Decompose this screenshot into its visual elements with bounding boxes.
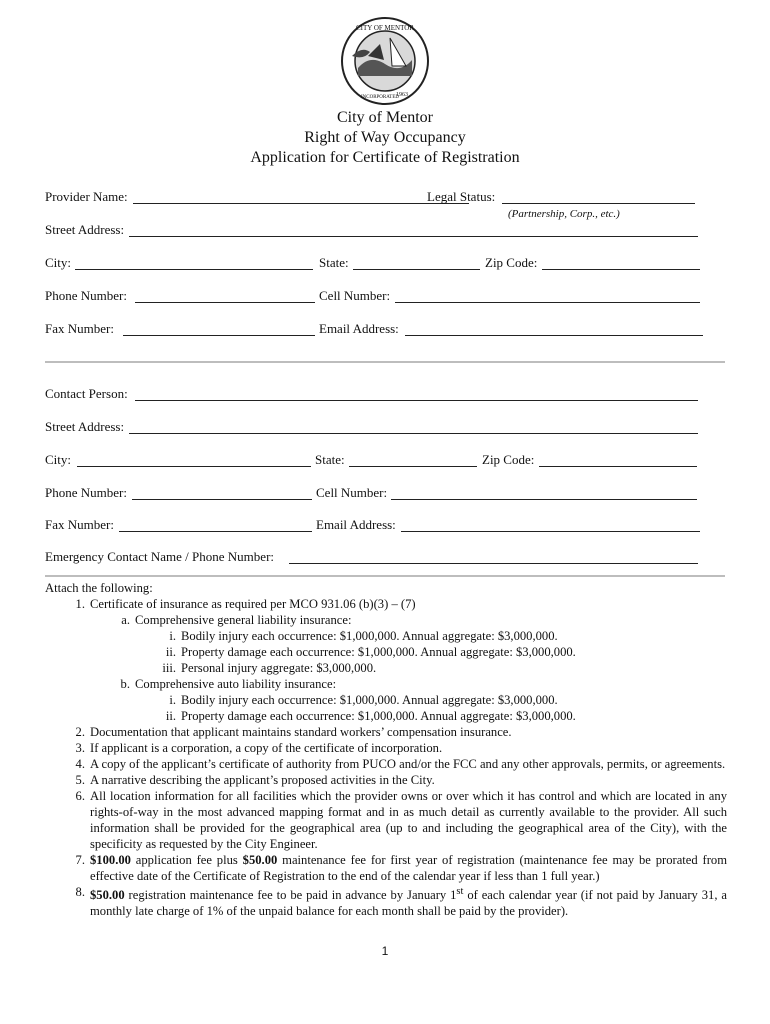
provider-city-row: [45, 255, 725, 271]
provider-fax-field[interactable]: [123, 335, 315, 336]
provider-state-label: State:: [319, 255, 349, 270]
contact-city-row: [45, 452, 725, 468]
contact-person-row: [45, 386, 725, 402]
maintenance-fee: $50.00: [242, 853, 278, 867]
contact-person-field[interactable]: [135, 400, 698, 401]
contact-fax-row: [45, 517, 725, 533]
provider-street-label: Street Address:: [45, 222, 125, 237]
list-item: 5. A narrative describing the applicant’s proposed activities in the City.: [75, 773, 435, 787]
provider-zip-field[interactable]: [542, 269, 700, 270]
city-seal: [340, 16, 430, 106]
title-occupancy: Right of Way Occupancy: [304, 129, 466, 146]
provider-name-field[interactable]: [133, 203, 469, 204]
contact-cell-label: Cell Number:: [316, 485, 388, 500]
provider-cell-label: Cell Number:: [319, 288, 391, 303]
contact-phone-label: Phone Number:: [45, 485, 127, 500]
list-item: ii. Property damage each occurrence: $1,000,000. Annual aggregate: $3,000,000.: [165, 645, 576, 659]
contact-email-label: Email Address:: [316, 517, 396, 532]
contact-street-row: [45, 419, 725, 435]
contact-fax-field[interactable]: [119, 531, 312, 532]
contact-phone-field[interactable]: [132, 499, 312, 500]
provider-zip-label: Zip Code:: [485, 255, 538, 270]
contact-cell-field[interactable]: [391, 499, 697, 500]
list-item: 2. Documentation that applicant maintains standard workers’ compensation insurance.: [75, 725, 512, 739]
provider-email-field[interactable]: [405, 335, 703, 336]
list-item: 7. $100.00 application fee plus $50.00 maintenance fee for first year of registration (maintenance fee may be prorated from effective date of the Certificate of Registration to the end of the calendar year if less than 1 full year.): [75, 853, 727, 883]
contact-zip-field[interactable]: [539, 466, 697, 467]
list-item: i. Bodily injury each occurrence: $1,000,000. Annual aggregate: $3,000,000.: [169, 693, 558, 707]
seal-year: 1963: [396, 92, 408, 98]
contact-state-field[interactable]: [349, 466, 477, 467]
contact-street-label: Street Address:: [45, 419, 125, 434]
provider-name-label: Provider Name:: [45, 189, 128, 204]
list-item: 1. Certificate of insurance as required per MCO 931.06 (b)(3) – (7): [75, 597, 416, 611]
list-item: 8. $50.00 registration maintenance fee to be paid in advance by January 1st of each calendar year (if not paid by January 31, a monthly late charge of 1% of the unpaid balance for each month shall be paid by the provider).: [75, 885, 727, 919]
list-item: a. Comprehensive general liability insurance:: [121, 613, 352, 627]
contact-phone-row: [45, 485, 725, 501]
seal-top-text: CITY OF MENTOR: [356, 24, 414, 32]
contact-city-field[interactable]: [77, 466, 311, 467]
provider-fax-row: [45, 321, 725, 337]
contact-email-field[interactable]: [401, 531, 700, 532]
attachments-section: [45, 580, 727, 919]
list-item: 3. If applicant is a corporation, a copy of the certificate of incorporation.: [75, 741, 443, 755]
emergency-contact-row: [45, 549, 725, 565]
list-item: 4. A copy of the applicant’s certificate of authority from PUCO and/or the FCC and any other approvals, permits, or agreements.: [75, 757, 726, 771]
provider-street-field[interactable]: [129, 236, 698, 237]
provider-cell-field[interactable]: [395, 302, 700, 303]
contact-fax-label: Fax Number:: [45, 517, 114, 532]
registration-fee: $50.00: [90, 888, 125, 903]
contact-zip-label: Zip Code:: [482, 452, 535, 467]
contact-person-label: Contact Person:: [45, 386, 128, 401]
contact-state-label: State:: [315, 452, 345, 467]
attachments-heading: Attach the following:: [45, 581, 153, 595]
provider-phone-field[interactable]: [135, 302, 315, 303]
provider-fax-label: Fax Number:: [45, 321, 114, 336]
list-item: i. Bodily injury each occurrence: $1,000,000. Annual aggregate: $3,000,000.: [169, 629, 558, 643]
provider-city-label: City:: [45, 255, 72, 270]
provider-email-label: Email Address:: [319, 321, 399, 336]
legal-status-field[interactable]: [502, 203, 695, 204]
provider-phone-row: [45, 288, 725, 304]
list-item: ii. Property damage each occurrence: $1,000,000. Annual aggregate: $3,000,000.: [165, 709, 576, 723]
application-fee: $100.00: [90, 853, 131, 867]
title-city: City of Mentor: [337, 109, 433, 126]
list-item: iii. Personal injury aggregate: $3,000,000.: [162, 661, 377, 675]
legal-status-hint: (Partnership, Corp., etc.): [508, 208, 620, 220]
list-item: b. Comprehensive auto liability insurance:: [120, 677, 337, 691]
provider-phone-label: Phone Number:: [45, 288, 127, 303]
section-divider-2: [45, 575, 725, 577]
section-divider: [45, 361, 725, 363]
contact-street-field[interactable]: [129, 433, 698, 434]
page-number: 1: [381, 944, 389, 958]
contact-city-label: City:: [45, 452, 72, 467]
provider-city-field[interactable]: [75, 269, 313, 270]
attachments-list: [45, 596, 727, 919]
emergency-contact-label: Emergency Contact Name / Phone Number:: [45, 549, 275, 564]
provider-state-field[interactable]: [353, 269, 480, 270]
title-application: Application for Certificate of Registration: [250, 149, 520, 166]
list-item: 6. All location information for all facilities which the provider owns or over which it has control and which are located in any rights-of-way in the most advanced mapping format and in as much detail as currently available to the provider. All such information shall be provided for the geographical area (up to and including the geographical area of the City), with the specificity as requested by the City Engineer.: [75, 789, 727, 851]
provider-name-row: [45, 189, 725, 205]
document-title: [0, 108, 770, 168]
provider-street-row: [45, 222, 725, 238]
emergency-contact-field[interactable]: [289, 563, 698, 564]
seal-graphic: [340, 16, 430, 106]
seal-bottom-text: INCORPORATED: [360, 95, 400, 100]
legal-status-label: Legal Status:: [427, 189, 496, 204]
